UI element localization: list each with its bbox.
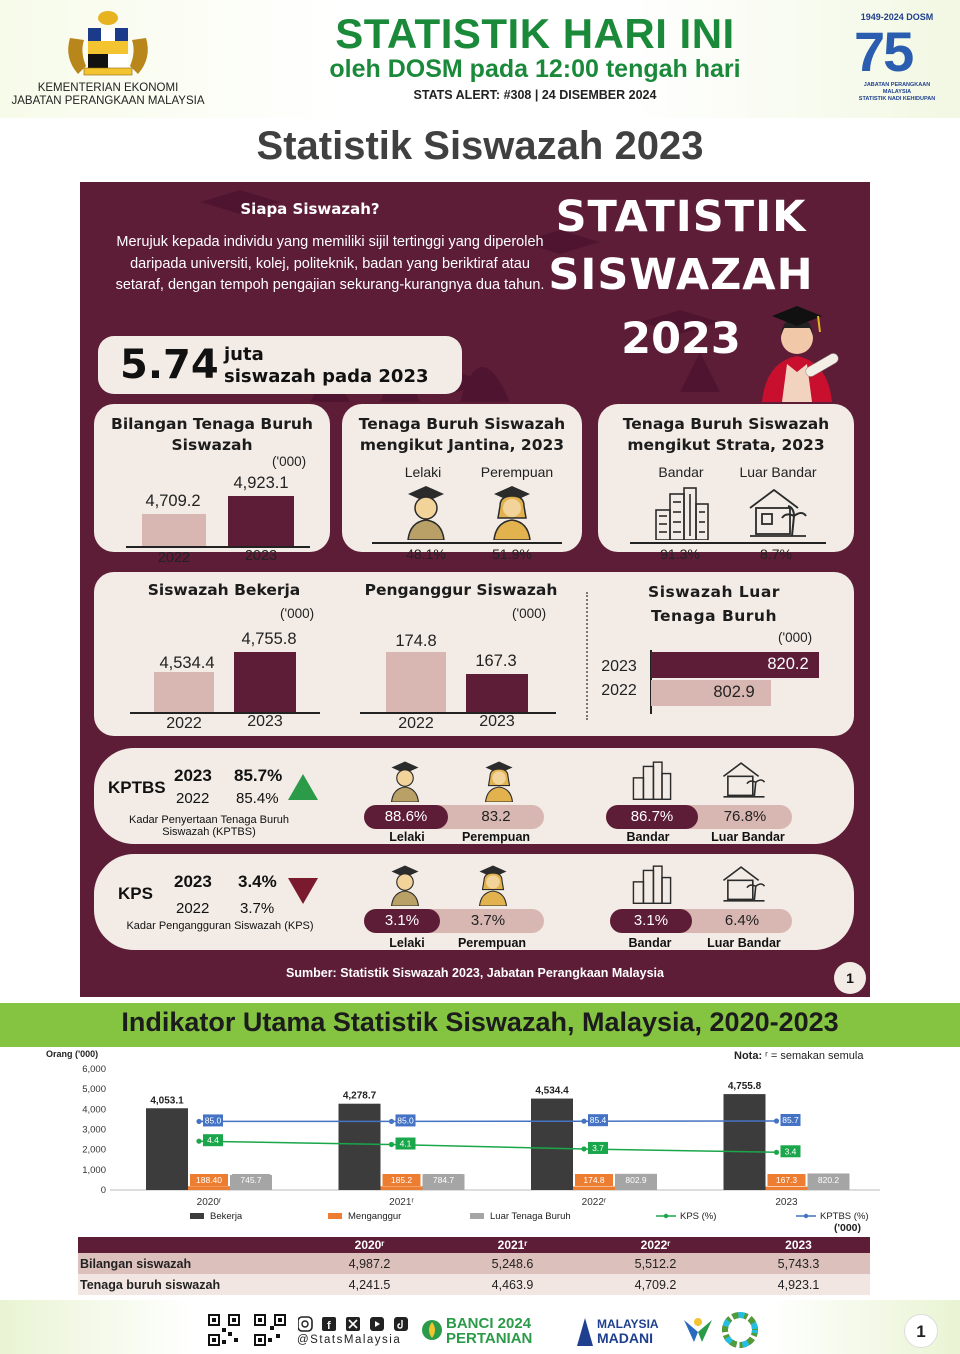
big-heading-line-1: STATISTIK [555, 192, 807, 242]
y-tick-label: 4,000 [82, 1104, 106, 1116]
kptbs-female-label: Perempuan [461, 830, 531, 844]
unemployed-year-2022: 2022 [398, 715, 434, 732]
labour-force-bar-2023 [228, 496, 294, 546]
bar-value-label: 4,278.7 [342, 1090, 377, 1102]
unemployed-value-2022: 174.8 [395, 632, 437, 650]
axis-line [630, 542, 826, 544]
kps-female-label: Perempuan [457, 936, 527, 950]
gender-male-label: Lelaki [404, 464, 442, 480]
employed-bar-2023 [234, 652, 296, 712]
kps-female-value: 3.7% [470, 912, 506, 929]
strata-rural-pct: 8.7% [760, 546, 792, 562]
bar-menganggur [766, 1187, 808, 1190]
table-cell: 5,512.2 [584, 1253, 727, 1274]
bar-bekerja [531, 1099, 573, 1190]
labour-force-year-2023: 2023 [244, 548, 278, 564]
strata-rural-label: Luar Bandar [739, 464, 817, 480]
outside-lf-value-2022: 802.9 [713, 683, 755, 701]
line-point [774, 1150, 779, 1155]
y-tick-label: 6,000 [82, 1064, 106, 1075]
ministry-name [6, 82, 210, 108]
rural-house-icon [722, 760, 766, 800]
bar-value-label: 4,053.1 [150, 1095, 184, 1107]
row-label: Bilangan siswazah [78, 1253, 298, 1274]
legend-marker [664, 1214, 668, 1218]
male-graduate-icon [406, 484, 446, 540]
line-point [581, 1119, 586, 1124]
kptbs-name: KPTBS [108, 778, 166, 797]
outside-lf-year-2022: 2022 [601, 682, 637, 699]
table-cell: 5,743.3 [727, 1253, 870, 1274]
kps-desc: Kadar Pengangguran Siswazah (KPS) [126, 920, 314, 932]
bar-value-label: 802.9 [625, 1175, 647, 1185]
employed-year-2022: 2022 [166, 715, 202, 732]
malaysia-madani-logo [575, 1312, 675, 1348]
strata-urban-label: Bandar [658, 464, 704, 480]
outside-lf-title: Siswazah Luar Tenaga Buruh [648, 583, 780, 625]
female-graduate-icon [482, 760, 516, 802]
outside-lf-unit: ('000) [778, 630, 813, 645]
bar-menganggur [381, 1186, 423, 1190]
unemployed-value-2023: 167.3 [475, 652, 517, 670]
x-tick-label: 2020ʳ [196, 1197, 222, 1208]
table-cell: 4,923.1 [727, 1274, 870, 1295]
trend-up-arrow-icon [288, 774, 318, 800]
stats-alert: STATS ALERT: #308 | 24 DISEMBER 2024 [413, 88, 657, 102]
kptbs-male-label: Lelaki [389, 830, 425, 844]
kptbs-urban-value: 86.7% [630, 808, 674, 825]
dosm-caption [850, 82, 944, 103]
legend-label: Bekerja [210, 1211, 243, 1222]
bar-value-label: 745.7 [240, 1175, 262, 1185]
city-buildings-icon [632, 864, 672, 904]
unemployed-year-2023: 2023 [479, 713, 515, 730]
table-cell: 4,463.9 [441, 1274, 584, 1295]
indicator-table [78, 1237, 870, 1295]
headline-unit: juta [224, 344, 264, 365]
kps-year-prev: 2022 [176, 900, 210, 917]
svg-text:f: f [327, 1320, 331, 1332]
header-subtitle: oleh DOSM pada 12:00 tengah hari [329, 55, 741, 83]
bar-value-label: 820.2 [817, 1175, 840, 1185]
kptbs-strata-pill [606, 805, 792, 829]
legend-swatch [190, 1213, 204, 1219]
kptbs-gender-pill [364, 805, 544, 829]
madani-line-2: MADANI [597, 1330, 653, 1346]
gender-female-label: Perempuan [480, 464, 554, 480]
line-point [196, 1139, 201, 1144]
labour-force-unit: ('000) [272, 454, 307, 469]
table-header-2022: 2022ʳ [584, 1237, 727, 1253]
strata-card [598, 404, 854, 562]
table-cell: 5,248.6 [441, 1253, 584, 1274]
table-row [78, 1253, 870, 1274]
gender-female-pct: 51.9% [492, 546, 532, 562]
madani-line-1: MALAYSIA [597, 1317, 659, 1331]
ministry-line-1: KEMENTERIAN EKONOMI [37, 82, 179, 94]
line-value-label: 3.4 [784, 1146, 797, 1157]
kps-urban-value: 3.1% [633, 912, 669, 929]
strata-urban-pct: 91.3% [660, 546, 700, 562]
kptbs-male-value: 88.6% [384, 808, 428, 825]
bar-value-label: 185.2 [390, 1175, 413, 1185]
line-point [581, 1146, 586, 1151]
header [0, 0, 960, 118]
banci-pertanian-logo [420, 1312, 570, 1348]
dosm-caption-2: STATISTIK NADI KEHIDUPAN [858, 96, 936, 102]
indicator-title: Indikator Utama Statistik Siswazah, Malaysia, 2020-2023 [121, 1007, 839, 1037]
line-point [389, 1119, 394, 1124]
line-value-label: 3.7 [592, 1142, 604, 1153]
legend-label: KPS (%) [680, 1211, 717, 1222]
row-label: Tenaga buruh siswazah [78, 1274, 298, 1295]
table-header-2023: 2023 [727, 1237, 870, 1253]
graduate-illustration [752, 292, 842, 402]
male-graduate-icon [388, 864, 422, 906]
legend-label: Luar Tenaga Buruh [490, 1211, 571, 1222]
gender-title: Tenaga Buruh Siswazah mengikut Jantina, 2023 [358, 415, 566, 454]
bar-value-label: 188.40 [196, 1175, 222, 1185]
qr-code-icon[interactable] [254, 1314, 286, 1346]
line-value-label: 4.4 [207, 1135, 219, 1146]
source-note: Sumber: Statistik Siswazah 2023, Jabatan Perangkaan Malaysia [286, 966, 664, 980]
bar-menganggur [188, 1186, 230, 1190]
table-cell: 4,709.2 [584, 1274, 727, 1295]
labour-force-value-2022: 4,709.2 [145, 492, 201, 510]
line-value-label: 85.0 [397, 1115, 414, 1126]
line-point [196, 1119, 201, 1124]
panel-page-number: 1 [834, 962, 866, 994]
kptbs-year-prev: 2022 [176, 790, 210, 807]
partner-logo-icon [680, 1312, 716, 1348]
unemployed-bar-2023 [466, 674, 528, 712]
indicator-chart [40, 1047, 920, 1237]
employed-value-2022: 4,534.4 [159, 654, 215, 672]
table-header-2020: 2020ʳ [298, 1237, 441, 1253]
social-handle[interactable]: @StatsMalaysia [297, 1334, 402, 1346]
y-tick-label: 3,000 [82, 1124, 106, 1136]
kptbs-value-prev: 85.4% [236, 790, 279, 807]
kptbs-urban-label: Bandar [626, 830, 670, 844]
y-axis-label: Orang ('000) [46, 1049, 99, 1059]
footer-page-number: 1 [904, 1314, 938, 1348]
kptbs-rural-label: Luar Bandar [711, 830, 785, 844]
headline-box [98, 336, 462, 394]
female-graduate-icon [492, 484, 532, 540]
tiktok-icon [394, 1317, 408, 1331]
coat-of-arms-icon [58, 8, 158, 80]
unemployed-title: Penganggur Siswazah [364, 581, 558, 599]
line-value-label: 4.1 [399, 1138, 412, 1149]
line-value-label: 85.7 [782, 1115, 799, 1126]
y-tick-label: 0 [100, 1185, 106, 1196]
kps-value-prev: 3.7% [240, 900, 275, 917]
note-text: ʳ = semakan semula [762, 1050, 864, 1062]
strata-title: Tenaga Buruh Siswazah mengikut Strata, 2023 [622, 415, 830, 454]
infographic-panel [80, 182, 870, 997]
rural-house-icon [748, 486, 808, 540]
who-title: Siapa Siswazah? [240, 200, 380, 218]
outside-lf-year-2023: 2023 [601, 658, 637, 675]
bar-value-label: 4,534.4 [535, 1085, 569, 1097]
employed-year-2023: 2023 [247, 713, 283, 730]
kptbs-female-value: 83.2 [481, 808, 511, 825]
who-definition: Merujuk kepada individu yang memiliki sijil tertinggi yang diperoleh daripada universiti, kolej, politeknik, badan yang beriktiraf atau setaraf, dengan tempoh pengajian sekurang-kurangnya dua tahun. [115, 234, 545, 293]
bar-bekerja [339, 1104, 381, 1190]
outside-lf-value-2023: 820.2 [767, 655, 809, 673]
labour-force-title: Bilangan Tenaga Buruh Siswazah [111, 415, 313, 454]
kps-row [94, 854, 854, 950]
dosm-caption-1: JABATAN PERANGKAAN MALAYSIA [863, 82, 931, 95]
headline-desc: siswazah pada 2023 [224, 366, 429, 387]
labour-force-card [94, 404, 330, 566]
legend-swatch [328, 1213, 342, 1219]
y-tick-label: 2,000 [82, 1144, 106, 1156]
ministry-line-2: JABATAN PERANGKAAN MALAYSIA [11, 95, 205, 107]
dosm-years: 1949-2024 DOSM [860, 12, 934, 22]
bar-value-label: 784.7 [432, 1175, 455, 1185]
kptbs-year-now: 2023 [174, 766, 212, 785]
instagram-icon [298, 1317, 312, 1331]
big-heading-line-2: SISWAZAH [548, 250, 814, 300]
employed-value-2023: 4,755.8 [241, 630, 297, 648]
kptbs-value-now: 85.7% [234, 766, 283, 785]
kps-strata-pill [610, 909, 792, 933]
note-label: Nota: [734, 1050, 763, 1062]
table-header-row [78, 1237, 870, 1253]
table-unit: ('000) [834, 1222, 862, 1234]
gender-card [342, 404, 582, 562]
labour-force-bar-2022 [142, 514, 206, 546]
kps-value-now: 3.4% [238, 872, 277, 891]
y-tick-label: 5,000 [82, 1084, 106, 1096]
line-value-label: 85.4 [589, 1115, 607, 1126]
axis-line [372, 542, 562, 544]
bar-value-label: 167.3 [775, 1175, 798, 1185]
bar-value-label: 174.8 [583, 1175, 605, 1185]
banci-line-2: PERTANIAN [446, 1330, 533, 1347]
kps-name: KPS [118, 884, 153, 903]
line-point [389, 1142, 394, 1147]
employment-card [94, 572, 854, 736]
big-heading-line-3: 2023 [621, 314, 741, 364]
labour-force-year-2022: 2022 [157, 550, 191, 566]
bar-bekerja [724, 1094, 766, 1190]
labour-force-value-2023: 4,923.1 [233, 474, 289, 492]
kptbs-desc: Kadar Penyertaan Tenaga Buruh Siswazah (KPTBS) [128, 814, 290, 838]
city-buildings-icon [632, 760, 672, 800]
table-cell: 4,241.5 [298, 1274, 441, 1295]
social-media-icons [298, 1316, 416, 1332]
bar-value-label: 4,755.8 [727, 1081, 762, 1093]
bar-bekerja [146, 1108, 188, 1190]
y-tick-label: 1,000 [82, 1164, 106, 1176]
table-row [78, 1274, 870, 1295]
legend-label: KPTBS (%) [820, 1211, 869, 1222]
kptbs-row [94, 748, 854, 844]
headline-value: 5.74 [120, 342, 219, 388]
header-title: STATISTIK HARI INI [335, 10, 735, 57]
line-point [774, 1118, 779, 1123]
qr-code-icon[interactable] [208, 1314, 240, 1346]
unemployed-unit: ('000) [512, 606, 547, 621]
line-value-label: 85.0 [204, 1115, 222, 1126]
employed-title: Siswazah Bekerja [147, 581, 301, 599]
banci-line-1: BANCI 2024 [446, 1315, 532, 1332]
kps-urban-label: Bandar [628, 936, 672, 950]
employed-unit: ('000) [280, 606, 315, 621]
female-graduate-icon [476, 864, 510, 906]
trend-down-arrow-icon [288, 878, 318, 904]
legend-marker [804, 1214, 808, 1218]
kps-year-now: 2023 [174, 872, 212, 891]
page-title: Statistik Siswazah 2023 [256, 124, 704, 168]
kps-male-label: Lelaki [389, 936, 425, 950]
gender-male-pct: 48.1% [406, 546, 446, 562]
sdg-wheel-icon [722, 1312, 758, 1348]
unemployed-bar-2022 [386, 652, 446, 712]
x-tick-label: 2023 [775, 1197, 798, 1208]
x-tick-label: 2022ʳ [581, 1197, 607, 1208]
kps-rural-value: 6.4% [724, 912, 760, 929]
bar-menganggur [573, 1186, 615, 1190]
rural-house-icon [722, 864, 766, 904]
kps-gender-pill [364, 909, 544, 933]
kps-rural-label: Luar Bandar [707, 936, 781, 950]
table-header-blank [78, 1237, 298, 1253]
male-graduate-icon [388, 760, 422, 802]
kps-male-value: 3.1% [384, 912, 420, 929]
dotted-divider [586, 592, 588, 720]
x-tick-label: 2021ʳ [389, 1197, 414, 1208]
dosm-number: 75 [854, 20, 913, 83]
table-header-2021: 2021ʳ [441, 1237, 584, 1253]
kptbs-rural-value: 76.8% [723, 808, 767, 825]
dosm-75-logo [850, 12, 944, 104]
legend-label: Menganggur [348, 1211, 402, 1222]
table-cell: 4,987.2 [298, 1253, 441, 1274]
employed-bar-2022 [154, 672, 214, 712]
city-buildings-icon [654, 486, 710, 540]
legend-swatch [470, 1213, 484, 1219]
